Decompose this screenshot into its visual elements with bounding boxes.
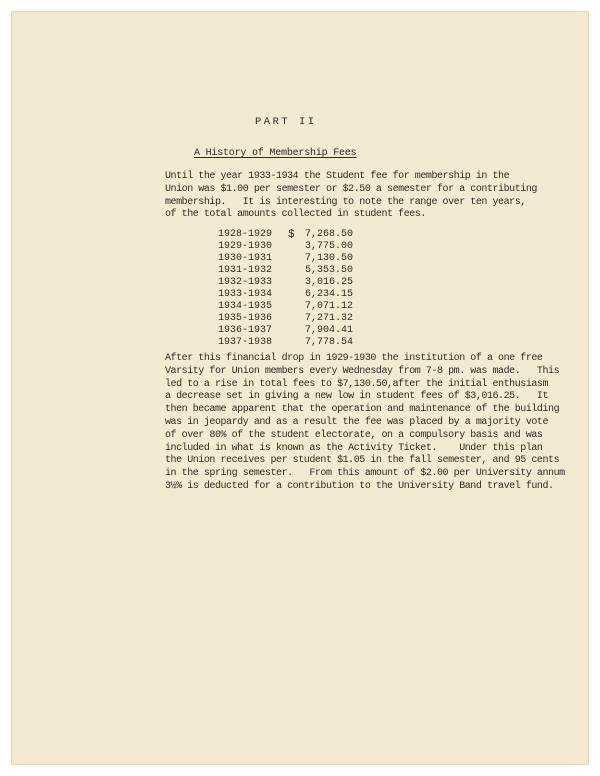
- table-row: [218, 301, 353, 313]
- table-row: [218, 265, 353, 277]
- year-cell: 1933-1934: [218, 289, 273, 300]
- paragraph-line: of the total amounts collected in student fees.: [165, 209, 426, 221]
- amount-cell: 7,130.50: [305, 253, 354, 264]
- section-title: A History of Membership Fees: [194, 148, 357, 159]
- year-cell: 1934-1935: [218, 301, 273, 312]
- year-cell: 1932-1933: [218, 277, 273, 288]
- year-cell: 1935-1936: [218, 313, 273, 324]
- paragraph-line: the Union receives per student $1.05 in the fall semester, and 95 cents: [165, 455, 560, 467]
- year-cell: 1928-1929: [218, 229, 273, 240]
- history-paragraph: [165, 353, 565, 494]
- paragraph-line: Varsity for Union members every Wednesday from 7-8 pm. was made. This: [165, 365, 560, 377]
- currency-symbol: $: [288, 229, 295, 241]
- paragraph-line: in the spring semester. From this amount of $2.00 per University annum: [165, 468, 565, 480]
- year-cell: 1930-1931: [218, 253, 273, 264]
- amount-cell: 5,353.50: [305, 265, 354, 276]
- table-row: [218, 337, 353, 349]
- paragraph-line: included in what is known as the Activity Ticket. Under this plan: [165, 442, 543, 454]
- year-cell: 1929-1930: [218, 241, 273, 252]
- year-cell: 1931-1932: [218, 265, 273, 276]
- year-cell: 1937-1938: [218, 337, 273, 348]
- intro-paragraph: [165, 171, 537, 222]
- table-row: [218, 229, 353, 241]
- paragraph-line: led to a rise in total fees to $7,130.50,after the initial enthusiasm: [165, 378, 549, 390]
- table-row: [218, 277, 353, 289]
- part-heading: PART II: [255, 116, 317, 128]
- table-row: [218, 313, 353, 325]
- amount-cell: 6,234.15: [305, 289, 354, 300]
- amount-cell: 7,268.50: [305, 229, 354, 240]
- amount-cell: 7,271.32: [305, 313, 354, 324]
- table-row: [218, 253, 353, 265]
- amount-cell: 7,904.41: [305, 325, 354, 336]
- amount-cell: 7,071.12: [305, 301, 354, 312]
- paragraph-line: Until the year 1933-1934 the Student fee for membership in the: [165, 171, 510, 182]
- table-row: [218, 289, 353, 301]
- paragraph-line: Union was $1.00 per semester or $2.50 a semester for a contributing: [165, 183, 537, 195]
- amount-cell: 7,778.54: [305, 337, 354, 348]
- fee-table: [218, 229, 353, 349]
- year-cell: 1936-1937: [218, 325, 273, 336]
- amount-cell: 3,775.00: [305, 241, 354, 252]
- table-row: [218, 241, 353, 253]
- paragraph-line: a decrease set in giving a new low in student fees of $3,016.25. It: [165, 391, 549, 403]
- paragraph-line: 3½% is deducted for a contribution to the University Band travel fund.: [165, 480, 554, 492]
- paragraph-line: of over 80% of the student electorate, on a compulsory basis and was: [165, 429, 543, 441]
- amount-cell: 3,016.25: [305, 277, 354, 288]
- table-row: [218, 325, 353, 337]
- paragraph-line: was in jeopardy and as a result the fee was placed by a majority vote: [165, 416, 549, 428]
- paragraph-line: After this financial drop in 1929-1930 the institution of a one free: [165, 353, 543, 364]
- paragraph-line: membership. It is interesting to note the range over ten years,: [165, 196, 526, 208]
- paragraph-line: then became apparent that the operation and maintenance of the building: [165, 404, 560, 416]
